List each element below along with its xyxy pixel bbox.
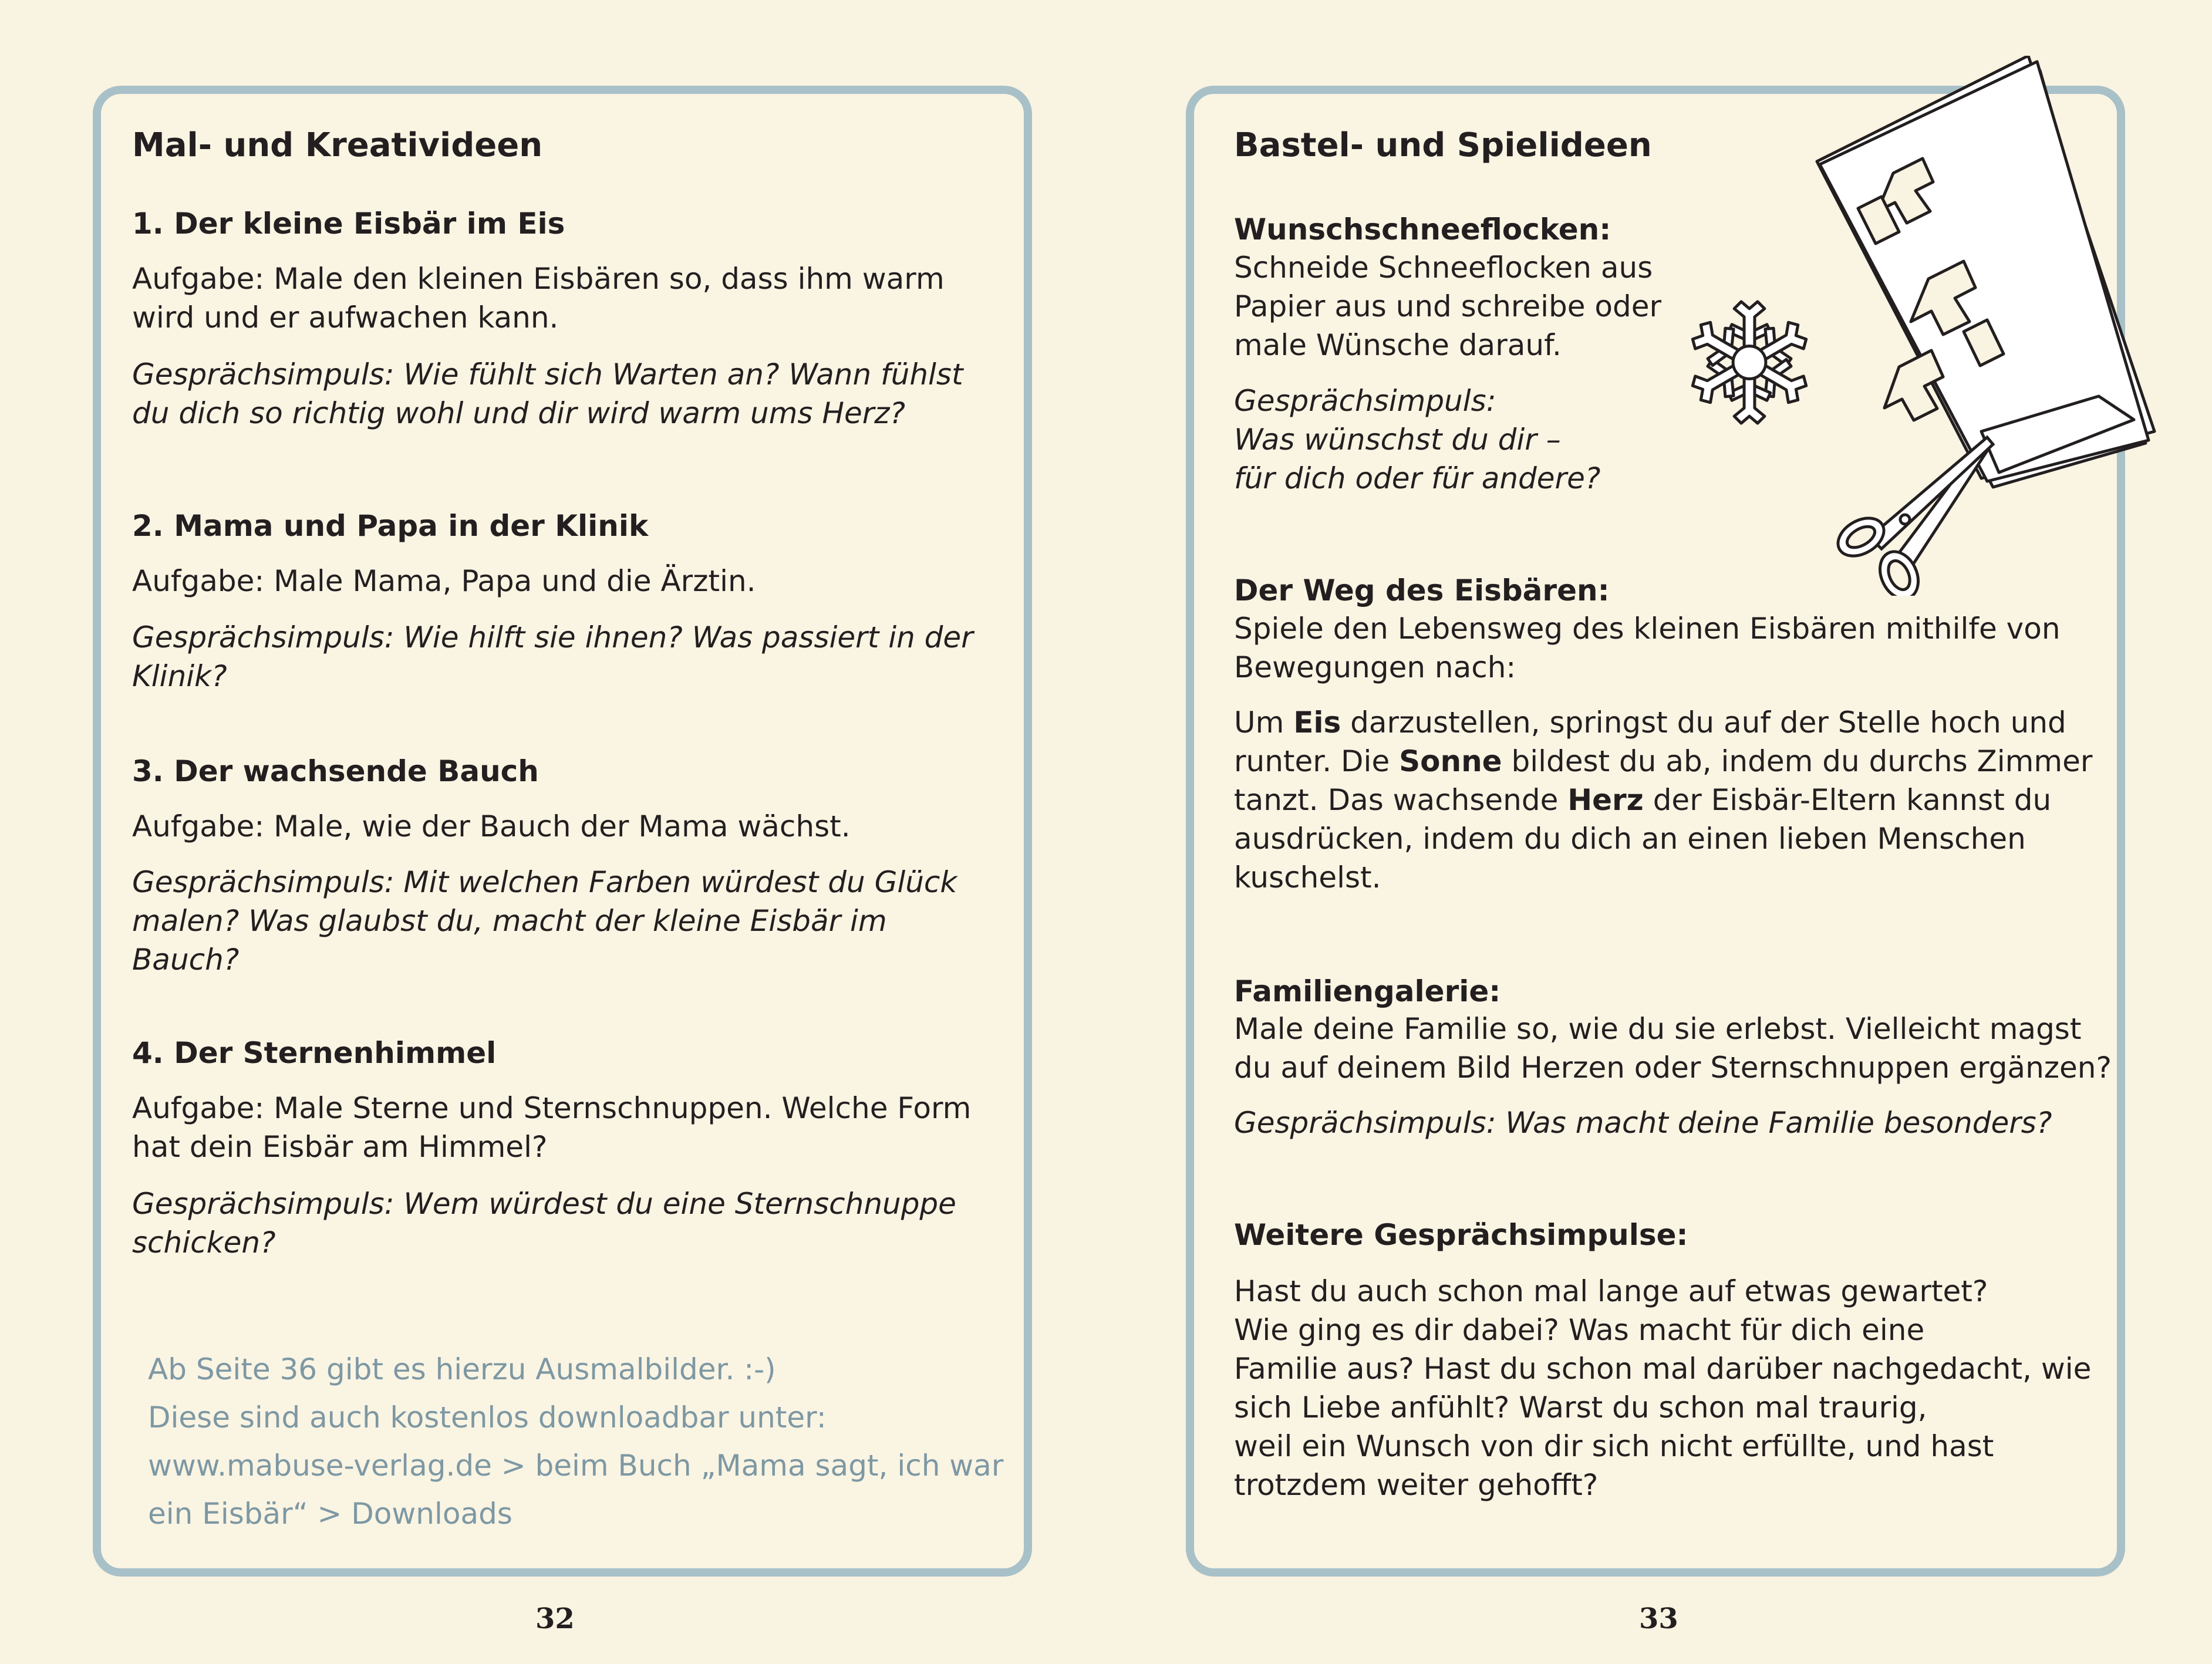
item-4-task: Aufgabe: Male Sterne und Sternschnuppen. Welche Form hat dein Eisbär am Himmel?	[132, 1091, 972, 1164]
item-4-prompt: Gesprächsimpuls: Wem würdest du eine Sternschnuppe schicken?	[132, 1187, 956, 1260]
gallery-heading: Familiengalerie:	[1234, 974, 1501, 1008]
right-title: Bastel- und Spielideen	[1234, 126, 1652, 164]
more-text: Hast du auch schon mal lange auf etwas gewartet? Wie ging es dir dabei? Was macht für dich eine Familie aus? Hast du schon mal darüber nachgedacht, wie sich Liebe anfühlt? Warst du schon mal traurig, weil ein Wunsch von dir sich nicht erfüllte, und hast trotzdem weiter gehofft?	[1234, 1274, 2092, 1502]
path-text: Spiele den Lebensweg des kleinen Eisbären mithilfe von Bewegungen nach:	[1234, 612, 2061, 684]
folded-paper-cutout-icon	[1805, 56, 2157, 596]
path-heading: Der Weg des Eisbären:	[1234, 573, 1610, 607]
page-number-left: 32	[535, 1602, 575, 1635]
item-3-prompt: Gesprächsimpuls: Mit welchen Farben würdest du Glück malen? Was glaubst du, macht der kleine Eisbär im Bauch?	[132, 865, 957, 977]
snowflakes-text: Schneide Schneeflocken aus Papier aus und schreibe oder male Wünsche darauf.	[1234, 251, 1662, 362]
snowflake-icon	[1685, 293, 1814, 431]
item-1-prompt: Gesprächsimpuls: Wie fühlt sich Warten an? Wann fühlst du dich so richtig wohl und dir wird warm ums Herz?	[132, 357, 963, 430]
item-1-heading: 1. Der kleine Eisbär im Eis	[132, 207, 565, 241]
gallery-text: Male deine Familie so, wie du sie erlebst. Vielleicht magst du auf deinem Bild Herzen oder Sternschnuppen ergänzen?	[1234, 1012, 2112, 1085]
gallery-prompt: Gesprächsimpuls: Was macht deine Familie besonders?	[1234, 1106, 2052, 1140]
item-2-heading: 2. Mama und Papa in der Klinik	[132, 509, 649, 543]
item-1-task: Aufgabe: Male den kleinen Eisbären so, dass ihm warm wird und er aufwachen kann.	[132, 262, 945, 335]
item-2-task: Aufgabe: Male Mama, Papa und die Ärztin.	[132, 564, 756, 598]
page-number-right: 33	[1639, 1602, 1678, 1635]
snowflakes-heading: Wunschschneeflocken:	[1234, 212, 1611, 247]
item-3-task: Aufgabe: Male, wie der Bauch der Mama wächst.	[132, 809, 851, 843]
more-heading: Weitere Gesprächsimpulse:	[1234, 1218, 1688, 1252]
item-2-prompt: Gesprächsimpuls: Wie hilft sie ihnen? Was passiert in der Klinik?	[132, 620, 973, 693]
item-4-heading: 4. Der Sternenhimmel	[132, 1036, 497, 1070]
left-title: Mal- und Kreativideen	[132, 126, 543, 164]
path-movements-text: Um Eis darzustellen, springst du auf der Stelle hoch und runter. Die Sonne bildest du ab, indem du durchs Zimmer tanzt. Das wachsende Herz der Eisbär-Eltern kannst du ausdrücken, indem du dich an einen lieben Menschen kuschelst.	[1234, 706, 2093, 895]
scissors-icon	[1832, 437, 1993, 596]
snowflakes-prompt: Gesprächsimpuls: Was wünschst du dir – für dich oder für andere?	[1234, 384, 1601, 495]
item-3-heading: 3. Der wachsende Bauch	[132, 754, 539, 788]
download-note: Ab Seite 36 gibt es hierzu Ausmalbilder. :-) Diese sind auch kostenlos downloadbar unter: www.mabuse-verlag.de > beim Buch „Mama sagt, ich war ein Eisbär“ > Downloads	[148, 1352, 1004, 1531]
